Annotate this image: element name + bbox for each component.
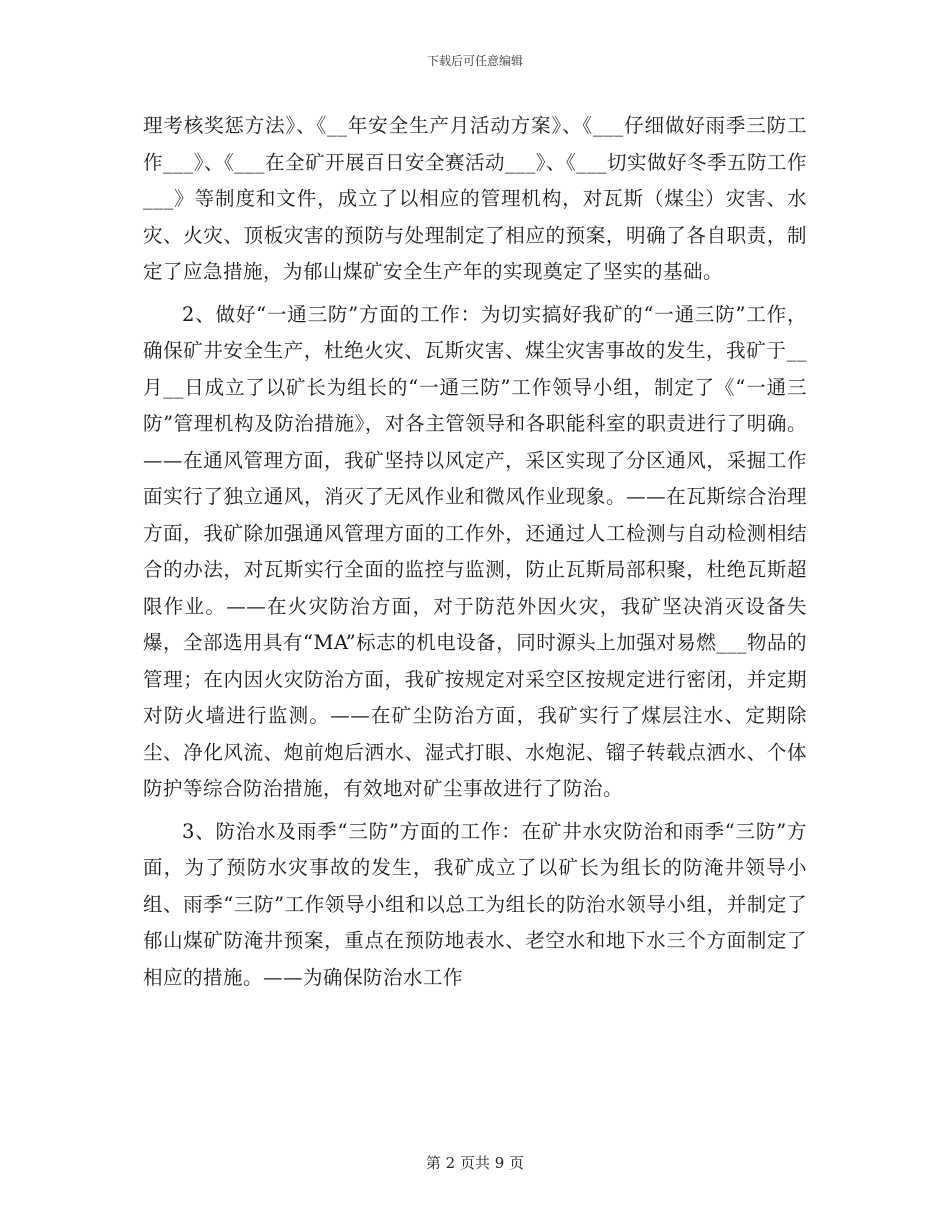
page-number: 第 2 页共 9 页 [425,1154,525,1172]
paragraph-water-prevention: 3、防治水及雨季“三防”方面的工作：在矿井水灾防治和雨季“三防”方面，为了预防水灾事故的发生，我矿成立了以矿长为组长的防淹井领导小组、雨季“三防”工作领导小组和以总工为组长的防治水领导小组，并制定了郁山煤矿防淹井预案，重点在预防地表水、老空水和地下水三个方面制定了相应的措施。——为确保防治水工作 [143,819,807,989]
page-header: 下载后可任意编辑 [426,54,523,68]
document-body [143,108,807,1002]
paragraph-ventilation-fire-prevention: 2、做好“一通三防”方面的工作：为切实搞好我矿的“一通三防”工作，确保矿井安全生产，杜绝火灾、瓦斯灾害、煤尘灾害事故的发生，我矿于__月__日成立了以矿长为组长的“一通三防”工作领导小组，制定了《“一通三防”管理机构及防治措施》，对各主管领导和各职能科室的职责进行了明确。——在通风管理方面，我矿坚持以风定产，采区实现了分区通风，采掘工作面实行了独立通风，消灭了无风作业和微风作业现象。——在瓦斯综合治理方面，我矿除加强通风管理方面的工作外，还通过人工检测与自动检测相结合的办法，对瓦斯实行全面的监控与监测，防止瓦斯局部积聚，杜绝瓦斯超限作业。——在火灾防治方面，对于防范外因火灾，我矿坚决消灭设备失爆，全部选用具有“MA”标志的机电设备，同时源头上加强对易燃___物品的管理；在内因火灾防治方面，我矿按规定对采空区按规定进行密闭，并定期对防火墙进行监测。——在矿尘防治方面，我矿实行了煤层注水、定期除尘、净化风流、炮前炮后洒水、湿式打眼、水炮泥、镏子转载点洒水、个体防护等综合防治措施，有效地对矿尘事故进行了防治。 [143,302,807,800]
paragraph-continued-list: 理考核奖惩方法》、《__年安全生产月活动方案》、《___仔细做好雨季三防工作___》、《___在全矿开展百日安全赛活动___》、《___切实做好冬季五防工作___》等制度和文件，成立了以相应的管理机构，对瓦斯（煤尘）灾害、水灾、火灾、顶板灾害的预防与处理制定了相应的预案，明确了各自职责，制定了应急措施，为郁山煤矿安全生产年的实现奠定了坚实的基础。 [143,114,808,283]
